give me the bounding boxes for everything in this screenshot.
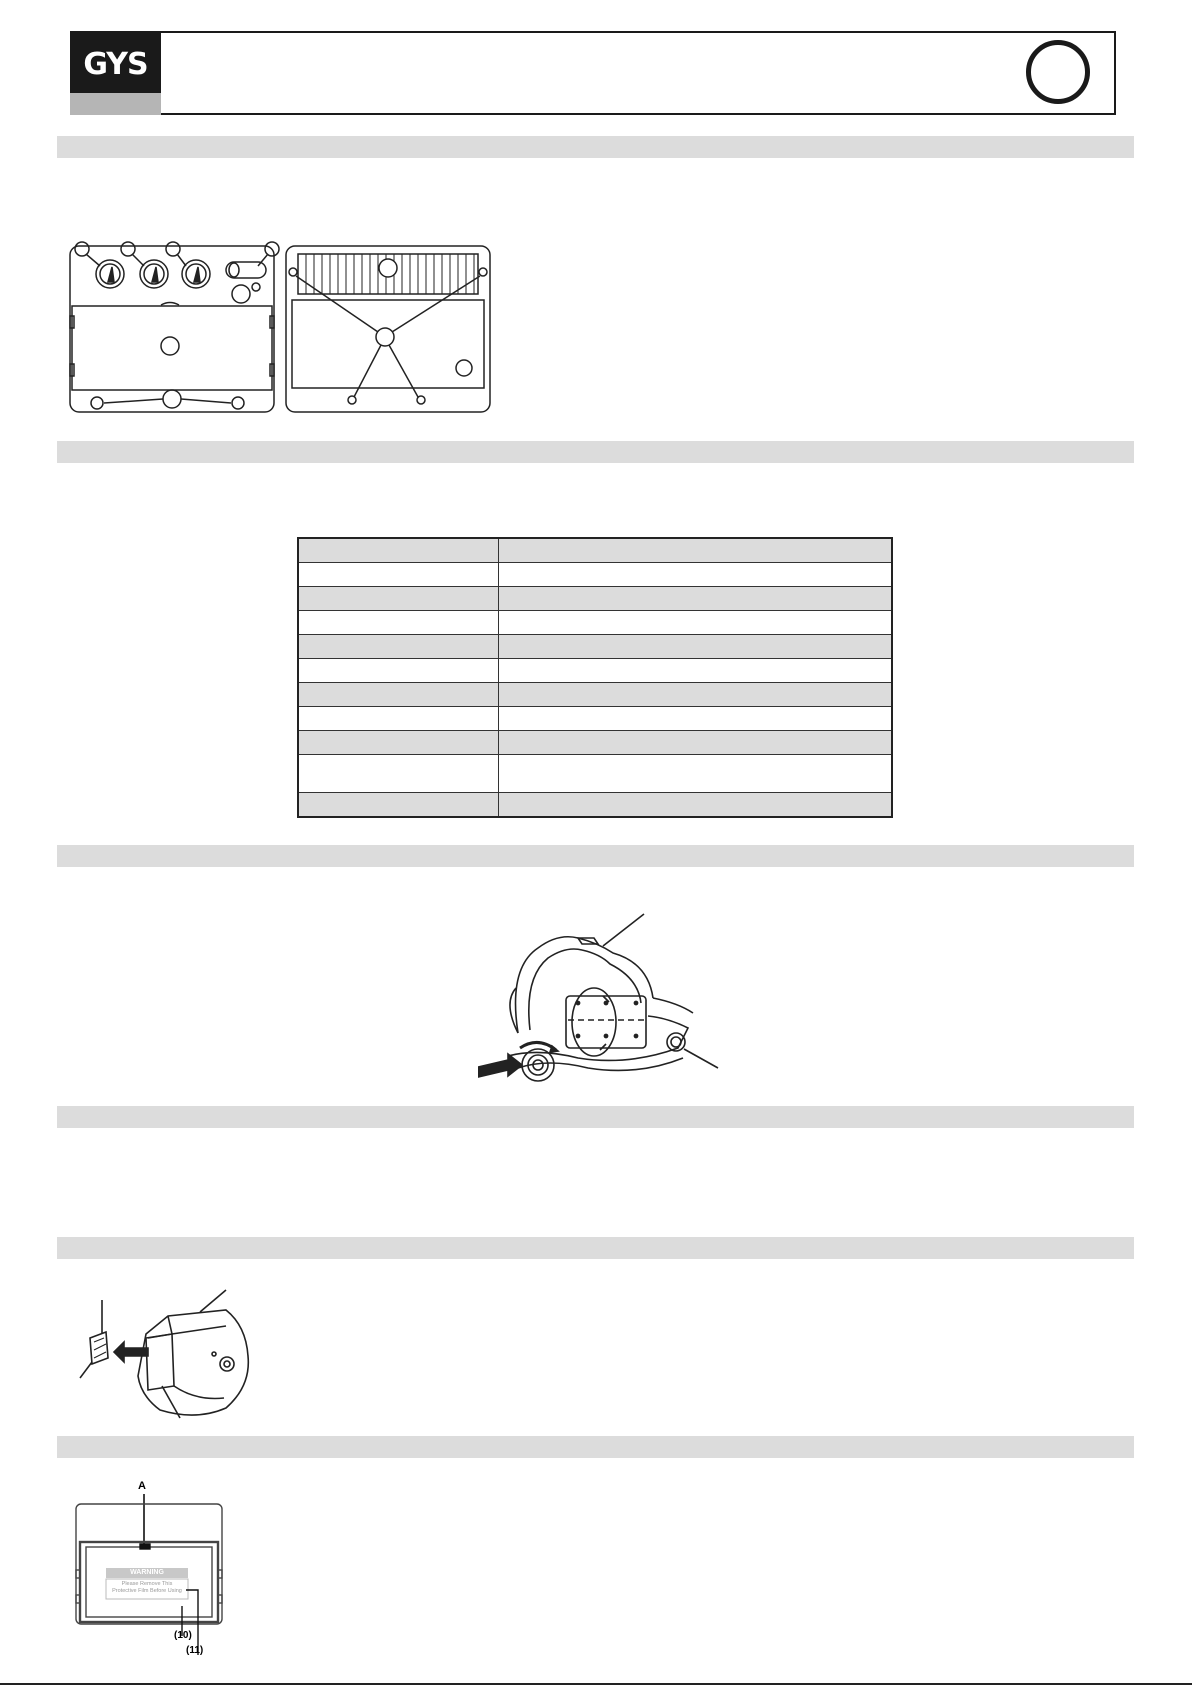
table-cell	[298, 587, 499, 611]
cartridge-diagram	[62, 240, 498, 418]
table-cell	[499, 707, 893, 731]
table-row	[298, 563, 892, 587]
table-cell	[499, 659, 893, 683]
warning-line-1: Please Remove This	[121, 1581, 173, 1587]
table-row	[298, 731, 892, 755]
table-row	[298, 793, 892, 818]
callout-10: (10)	[174, 1630, 192, 1641]
table-row	[298, 707, 892, 731]
table-cell	[298, 755, 499, 793]
lens-opening	[146, 1334, 174, 1390]
remove-arrow-icon	[114, 1342, 148, 1362]
lcd-window	[72, 306, 272, 390]
table-row	[298, 538, 892, 563]
language-circle-icon	[1026, 40, 1090, 104]
section-band-3	[57, 845, 1134, 867]
warning-title: WARNING	[130, 1569, 164, 1576]
logo-text: GYS	[83, 47, 148, 82]
table-cell	[499, 793, 893, 818]
table-cell	[499, 538, 893, 563]
table-cell	[298, 707, 499, 731]
table-row	[298, 659, 892, 683]
sensor-icon	[232, 285, 250, 303]
warning-line-2: Protective Film Before Using	[112, 1588, 182, 1594]
table-cell	[298, 538, 499, 563]
helmet-shell	[138, 1310, 248, 1415]
table-cell	[298, 635, 499, 659]
table-cell	[499, 587, 893, 611]
logo-bar	[70, 93, 161, 115]
cartridge-front-view	[70, 242, 279, 412]
table-cell	[499, 731, 893, 755]
section-band-1	[57, 136, 1134, 158]
table-row	[298, 587, 892, 611]
table-cell	[499, 635, 893, 659]
spec-table	[297, 537, 893, 818]
headgear-diagram	[478, 908, 728, 1088]
battery-icon	[91, 397, 103, 409]
header-frame	[70, 31, 1116, 115]
table-cell	[298, 793, 499, 818]
section-band-2	[57, 441, 1134, 463]
table-cell	[298, 611, 499, 635]
table-cell	[298, 683, 499, 707]
table-cell	[499, 563, 893, 587]
table-row	[298, 755, 892, 793]
helmet-lens-diagram	[76, 1286, 256, 1420]
section-band-4	[57, 1106, 1134, 1128]
section-band-6	[57, 1436, 1134, 1458]
table-cell	[298, 659, 499, 683]
point-a-label: A	[138, 1480, 146, 1492]
table-row	[298, 683, 892, 707]
film-figure	[74, 1480, 234, 1655]
table-row	[298, 611, 892, 635]
push-arrow-icon	[478, 1054, 522, 1078]
table-row	[298, 635, 892, 659]
table-cell	[499, 611, 893, 635]
knob-icon	[220, 1357, 234, 1371]
callout-11: (11)	[186, 1645, 204, 1656]
table-cell	[499, 755, 893, 793]
section-band-5	[57, 1237, 1134, 1259]
film-diagram	[74, 1480, 234, 1655]
gys-logo	[70, 31, 161, 115]
table-cell	[499, 683, 893, 707]
table-cell	[298, 731, 499, 755]
table-cell	[298, 563, 499, 587]
cartridge-back-view	[286, 246, 490, 412]
